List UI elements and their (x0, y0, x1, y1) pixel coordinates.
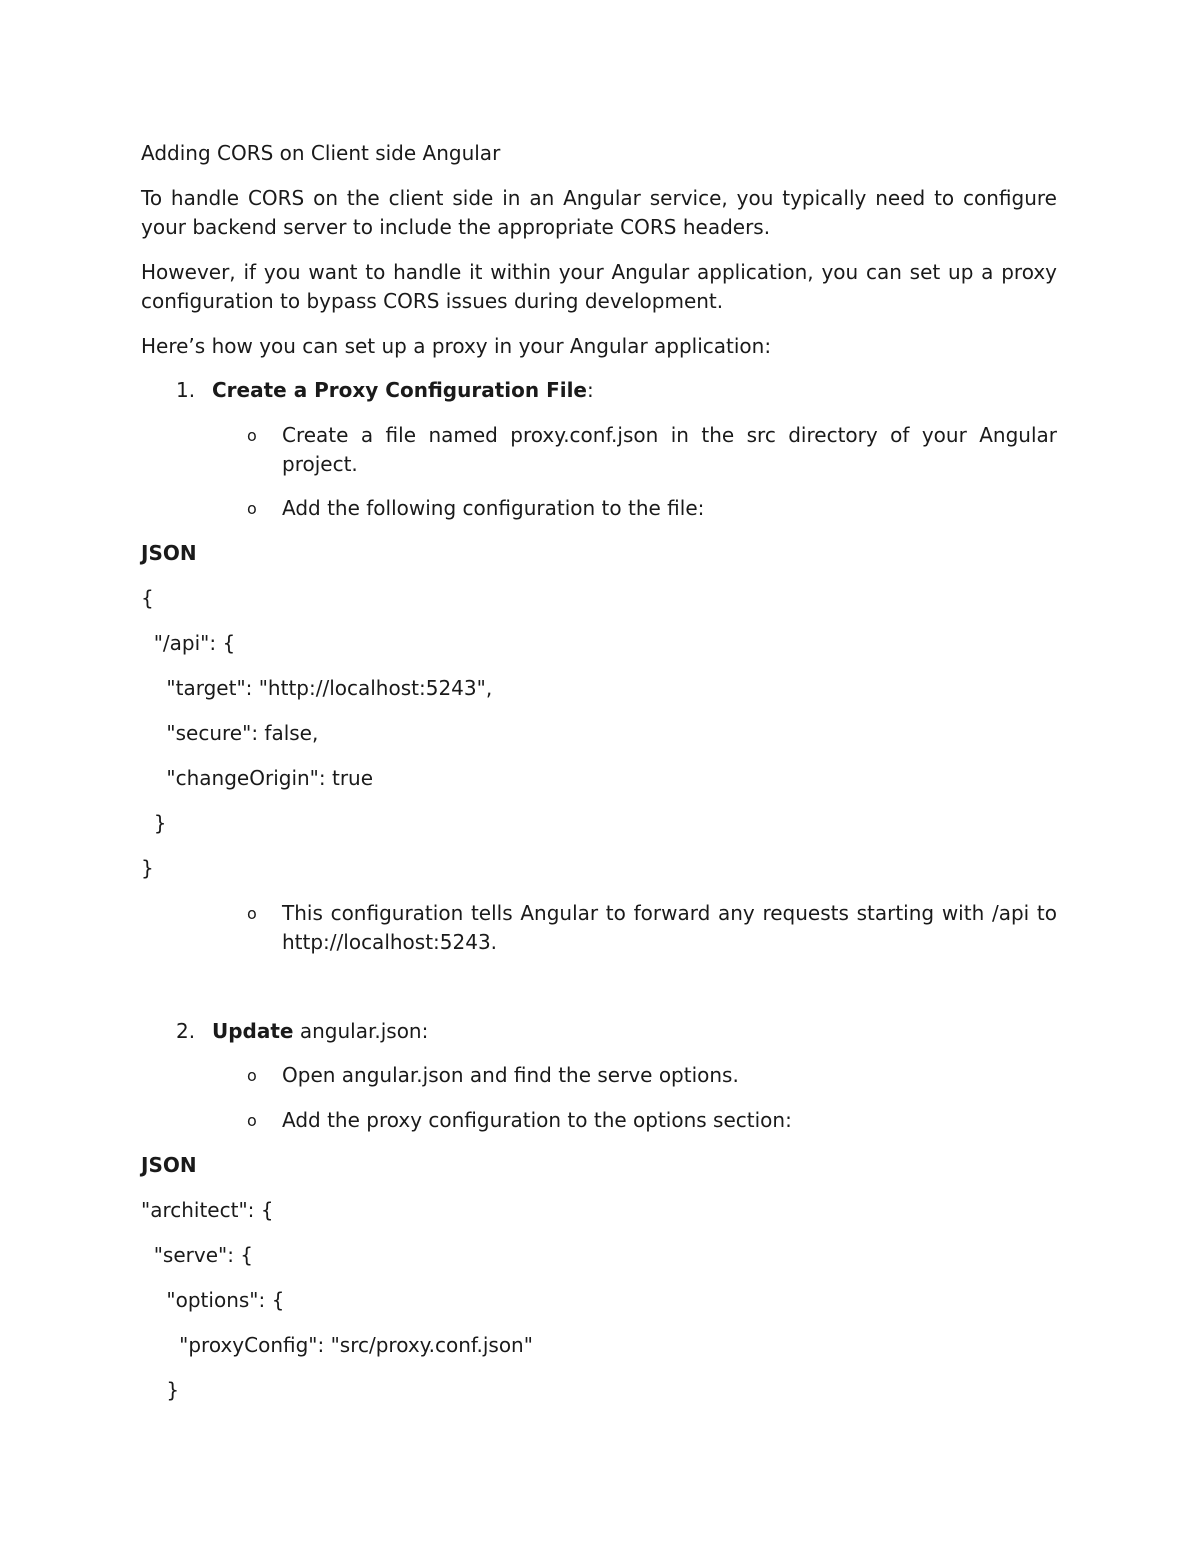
step-1-number: 1. (176, 378, 196, 402)
code-line: "secure": false, (141, 721, 319, 745)
bullet-icon: o (247, 1066, 257, 1085)
bullet-text: Create a file named proxy.conf.json in the src directory of your Angular project. (282, 423, 1057, 476)
code-line: "options": { (141, 1288, 285, 1312)
code-line: "serve": { (141, 1243, 254, 1267)
step-1 (141, 376, 1057, 405)
bullet-text: Add the proxy configuration to the options section: (282, 1108, 792, 1132)
step-2-bullet-2 (141, 1106, 1057, 1135)
paragraph-intro: To handle CORS on the client side in an Angular service, you typically need to configure your backend server to include the appropriate CORS headers. (141, 186, 1057, 239)
step-1-bullet-2 (141, 494, 1057, 523)
code-line: } (141, 811, 167, 835)
step-1-rest: : (587, 378, 594, 402)
step-1-bold: Create a Proxy Configuration File (212, 378, 587, 402)
step-1-heading (141, 376, 1057, 405)
code-2-label: JSON (141, 1153, 197, 1177)
bullet-icon: o (247, 1111, 257, 1130)
bullet-text: Add the following configuration to the file: (282, 496, 705, 520)
step-2-rest: angular.json: (293, 1019, 429, 1043)
step-2-heading (141, 1017, 1057, 1046)
paragraph-proxy: However, if you want to handle it within your Angular application, you can set up a proxy configuration to bypass CORS issues during development. (141, 260, 1057, 313)
step-2-number: 2. (176, 1019, 196, 1043)
code-block-1 (141, 584, 1057, 883)
code-line: "architect": { (141, 1198, 274, 1222)
code-block-2 (141, 1196, 1057, 1405)
bullet-icon: o (247, 426, 257, 445)
bullet-text: This configuration tells Angular to forward any requests starting with /api to http://localhost:5243. (282, 901, 1057, 954)
code-1-label: JSON (141, 541, 197, 565)
doc-title: Adding CORS on Client side Angular (141, 141, 501, 165)
code-line: { (141, 586, 154, 610)
code-line: "proxyConfig": "src/proxy.conf.json" (141, 1333, 533, 1357)
paragraph-howto: Here’s how you can set up a proxy in your Angular application: (141, 334, 772, 358)
step-2-bullet-1 (141, 1061, 1057, 1090)
step-2 (141, 1017, 1057, 1046)
bullet-icon: o (247, 904, 257, 923)
step-1-note (141, 899, 1057, 957)
code-line: "changeOrigin": true (141, 766, 374, 790)
document-content (141, 139, 1057, 1405)
step-2-bold: Update (212, 1019, 294, 1043)
code-line: } (141, 856, 154, 880)
code-line: "target": "http://localhost:5243", (141, 676, 493, 700)
step-1-bullet-1 (141, 421, 1057, 479)
code-line: } (141, 1378, 180, 1402)
bullet-icon: o (247, 499, 257, 518)
bullet-text: Open angular.json and find the serve options. (282, 1063, 739, 1087)
code-line: "/api": { (141, 631, 236, 655)
